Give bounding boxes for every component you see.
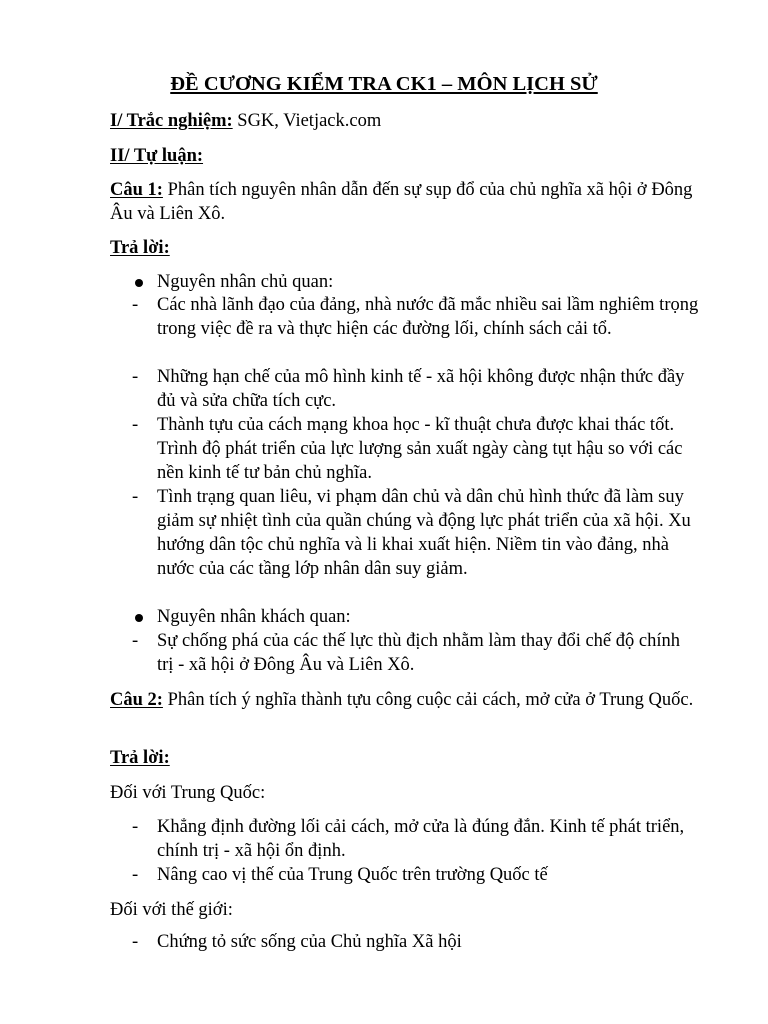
dash-marker: - — [132, 932, 139, 952]
answer-label: Trả lời: — [110, 748, 170, 768]
subheading: Đối với Trung Quốc: — [110, 783, 266, 803]
answer-heading — [110, 236, 700, 260]
list-item — [110, 293, 700, 341]
list-item-text: Nguyên nhân khách quan: — [157, 607, 351, 627]
list-item — [110, 930, 700, 954]
list-item — [110, 365, 700, 413]
list-item — [110, 485, 700, 581]
section-essay — [110, 144, 700, 168]
list-item — [110, 605, 700, 629]
question-text: Phân tích nguyên nhân dẫn đến sự sụp đổ của chủ nghĩa xã hội ở Đông Âu và Liên Xô. — [110, 180, 693, 224]
list-item-text: Tình trạng quan liêu, vi phạm dân chủ và dân chủ hình thức đã làm suy giảm sự nhiệt tình của quần chúng và động lực phát triển của xã hội. Xu hướng dân tộc chủ nghĩa và li khai xuất hiện. Niềm tin vào đảng, nhà nước của các tầng lớp nhân dân suy giảm. — [157, 487, 691, 579]
question-label: Câu 1: — [110, 180, 163, 200]
list-item — [110, 413, 700, 485]
dash-marker: - — [132, 631, 139, 651]
list-item — [110, 815, 700, 863]
question-text: Phân tích ý nghĩa thành tựu công cuộc cải cách, mở cửa ở Trung Quốc. — [162, 690, 694, 710]
dash-marker: - — [132, 415, 139, 435]
list-item-text: Khẳng định đường lối cải cách, mở cửa là đúng đắn. Kinh tế phát triển, chính trị - xã hội ổn định. — [157, 817, 685, 861]
dash-marker: - — [132, 487, 139, 507]
list-item-text: Các nhà lãnh đạo của đảng, nhà nước đã mắc nhiều sai lầm nghiêm trọng trong việc đề ra và thực hiện các đường lối, chính sách cải tổ. — [157, 295, 699, 339]
list-item — [110, 629, 700, 677]
section-label: I/ Trắc nghiệm: — [110, 111, 233, 131]
answer-heading — [110, 746, 700, 770]
dash-marker: - — [132, 817, 139, 837]
subheading: Đối với thế giới: — [110, 900, 233, 920]
section-multiple-choice — [110, 109, 700, 133]
list-item — [110, 863, 700, 887]
question-label: Câu 2: — [110, 690, 163, 710]
section-label: II/ Tự luận: — [110, 146, 204, 166]
section-text: SGK, Vietjack.com — [232, 111, 382, 131]
dash-marker: - — [132, 367, 139, 387]
dash-marker: - — [132, 865, 139, 885]
question-1 — [110, 178, 700, 226]
list-item-text: Thành tựu của cách mạng khoa học - kĩ thuật chưa được khai thác tốt. Trình độ phát triển của lực lượng sản xuất ngày càng tụt hậu so với các nền kinh tế tư bản chủ nghĩa. — [157, 415, 683, 483]
list-item-text: Những hạn chế của mô hình kinh tế - xã hội không được nhận thức đầy đủ và sửa chữa tích cực. — [157, 367, 685, 411]
page-title: ĐỀ CƯƠNG KIỂM TRA CK1 – MÔN LỊCH SỬ — [170, 73, 598, 95]
list-item — [110, 270, 700, 294]
list-item-text: Sự chống phá của các thế lực thù địch nhằm làm thay đổi chế độ chính trị - xã hội ở Đông Âu và Liên Xô. — [157, 631, 680, 675]
dash-marker: - — [132, 295, 139, 315]
list-item-text: Nâng cao vị thế của Trung Quốc trên trường Quốc tế — [157, 865, 548, 885]
list-item-text: Chứng tỏ sức sống của Chủ nghĩa Xã hội — [157, 932, 462, 952]
question-2 — [110, 688, 700, 712]
answer-label: Trả lời: — [110, 238, 170, 258]
list-item-text: Nguyên nhân chủ quan: — [157, 272, 334, 292]
bullet-icon — [135, 279, 143, 287]
bullet-icon — [135, 614, 143, 622]
